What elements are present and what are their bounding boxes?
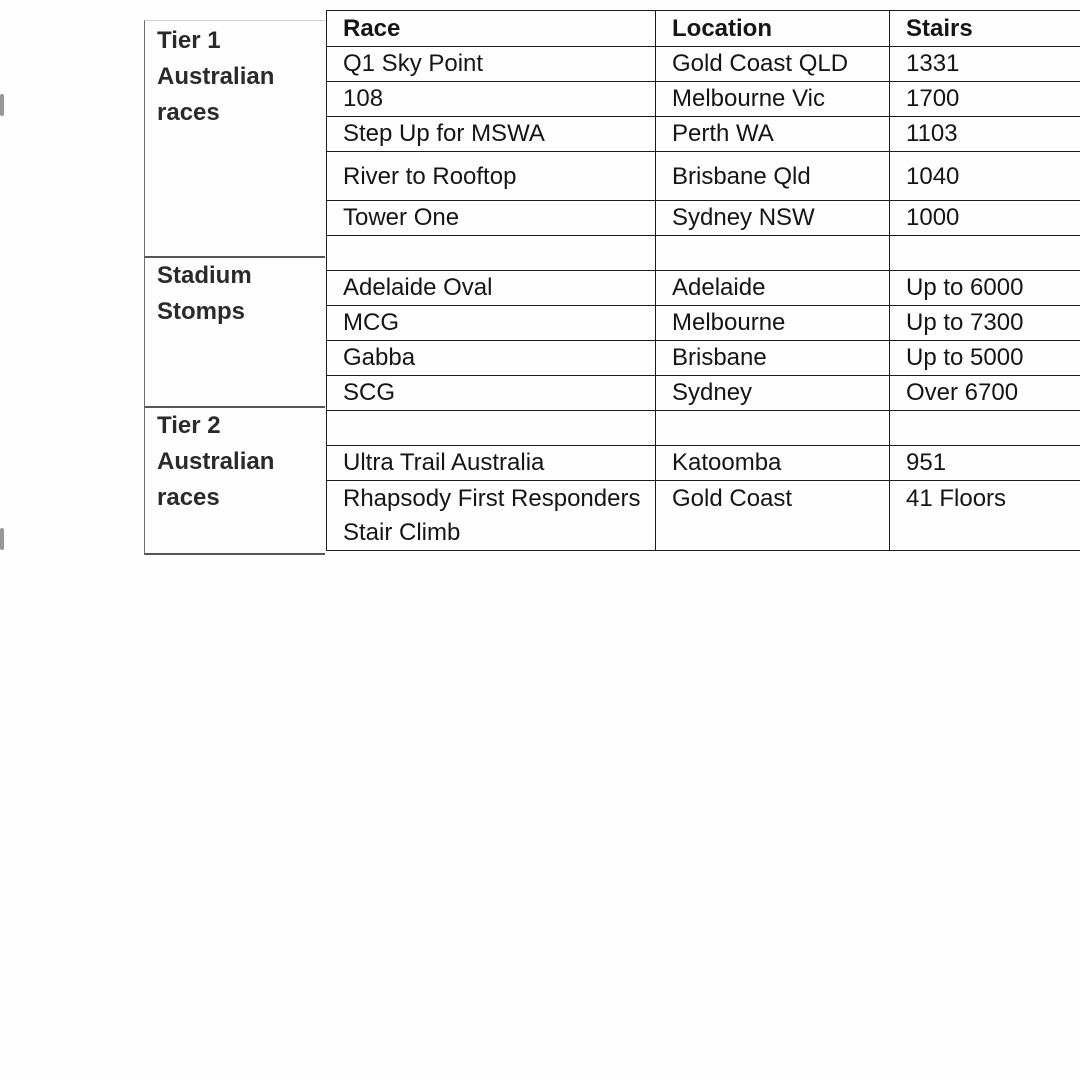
table-row	[327, 47, 1080, 82]
race-cell: MCG	[327, 306, 656, 341]
tier-label-line: Tier 1	[157, 27, 221, 54]
location-cell: Gold Coast	[656, 481, 890, 551]
location-cell: Sydney NSW	[656, 201, 890, 236]
stairs-cell: Up to 7300	[890, 306, 1080, 341]
location-cell: Gold Coast QLD	[656, 47, 890, 82]
edge-mark-bottom	[0, 528, 4, 550]
stairs-cell: 1331	[890, 47, 1080, 82]
stairs-cell: Up to 5000	[890, 341, 1080, 376]
location-cell: Melbourne Vic	[656, 82, 890, 117]
race-cell: SCG	[327, 376, 656, 411]
table-row	[327, 341, 1080, 376]
race-cell: Rhapsody First Responders Stair Climb	[327, 481, 656, 551]
column-header-stairs: Stairs	[890, 11, 1080, 47]
stairs-cell: 1700	[890, 82, 1080, 117]
table-row	[327, 481, 1080, 551]
stairs-cell	[890, 236, 1080, 271]
tier-label-line: Australian	[157, 63, 275, 90]
location-cell: Katoomba	[656, 446, 890, 481]
race-cell: 108	[327, 82, 656, 117]
table-row	[327, 446, 1080, 481]
tier-1-label	[144, 20, 325, 258]
table-row	[327, 152, 1080, 201]
stairs-cell: 1000	[890, 201, 1080, 236]
tier-label-line: Stadium	[157, 262, 252, 289]
location-cell: Melbourne	[656, 306, 890, 341]
race-cell: Gabba	[327, 341, 656, 376]
table-header-row	[327, 11, 1080, 47]
tier-label-line: Australian	[157, 448, 275, 475]
table-row	[327, 271, 1080, 306]
stairs-cell: 1040	[890, 152, 1080, 201]
location-cell: Perth WA	[656, 117, 890, 152]
table-row-empty	[327, 236, 1080, 271]
tier-label-line: Tier 2	[157, 412, 221, 439]
stairs-cell: 41 Floors	[890, 481, 1080, 551]
tier-label-line: Stomps	[157, 298, 246, 325]
race-cell: Ultra Trail Australia	[327, 446, 656, 481]
tier-labels	[144, 0, 326, 555]
tier-label-line: races	[157, 484, 220, 511]
race-cell: Tower One	[327, 201, 656, 236]
location-cell	[656, 236, 890, 271]
race-cell: Q1 Sky Point	[327, 47, 656, 82]
table-row	[327, 82, 1080, 117]
tier-2-label	[144, 408, 325, 555]
race-cell	[327, 411, 656, 446]
table-row	[327, 117, 1080, 152]
location-cell: Sydney	[656, 376, 890, 411]
table-row	[327, 376, 1080, 411]
stairs-cell: Up to 6000	[890, 271, 1080, 306]
table-row	[327, 306, 1080, 341]
location-cell: Brisbane	[656, 341, 890, 376]
location-cell: Brisbane Qld	[656, 152, 890, 201]
stairs-cell: 1103	[890, 117, 1080, 152]
race-table	[326, 10, 1080, 551]
tier-label-line: races	[157, 99, 220, 126]
table-row-empty	[327, 411, 1080, 446]
location-cell	[656, 411, 890, 446]
race-cell	[327, 236, 656, 271]
column-header-location: Location	[656, 11, 890, 47]
stairs-cell	[890, 411, 1080, 446]
stairs-cell: Over 6700	[890, 376, 1080, 411]
race-cell: Adelaide Oval	[327, 271, 656, 306]
stairs-cell: 951	[890, 446, 1080, 481]
table-row	[327, 201, 1080, 236]
location-cell: Adelaide	[656, 271, 890, 306]
race-cell: Step Up for MSWA	[327, 117, 656, 152]
column-header-race: Race	[327, 11, 656, 47]
race-cell: River to Rooftop	[327, 152, 656, 201]
stadium-stomps-label	[144, 258, 325, 408]
edge-mark-top	[0, 94, 4, 116]
